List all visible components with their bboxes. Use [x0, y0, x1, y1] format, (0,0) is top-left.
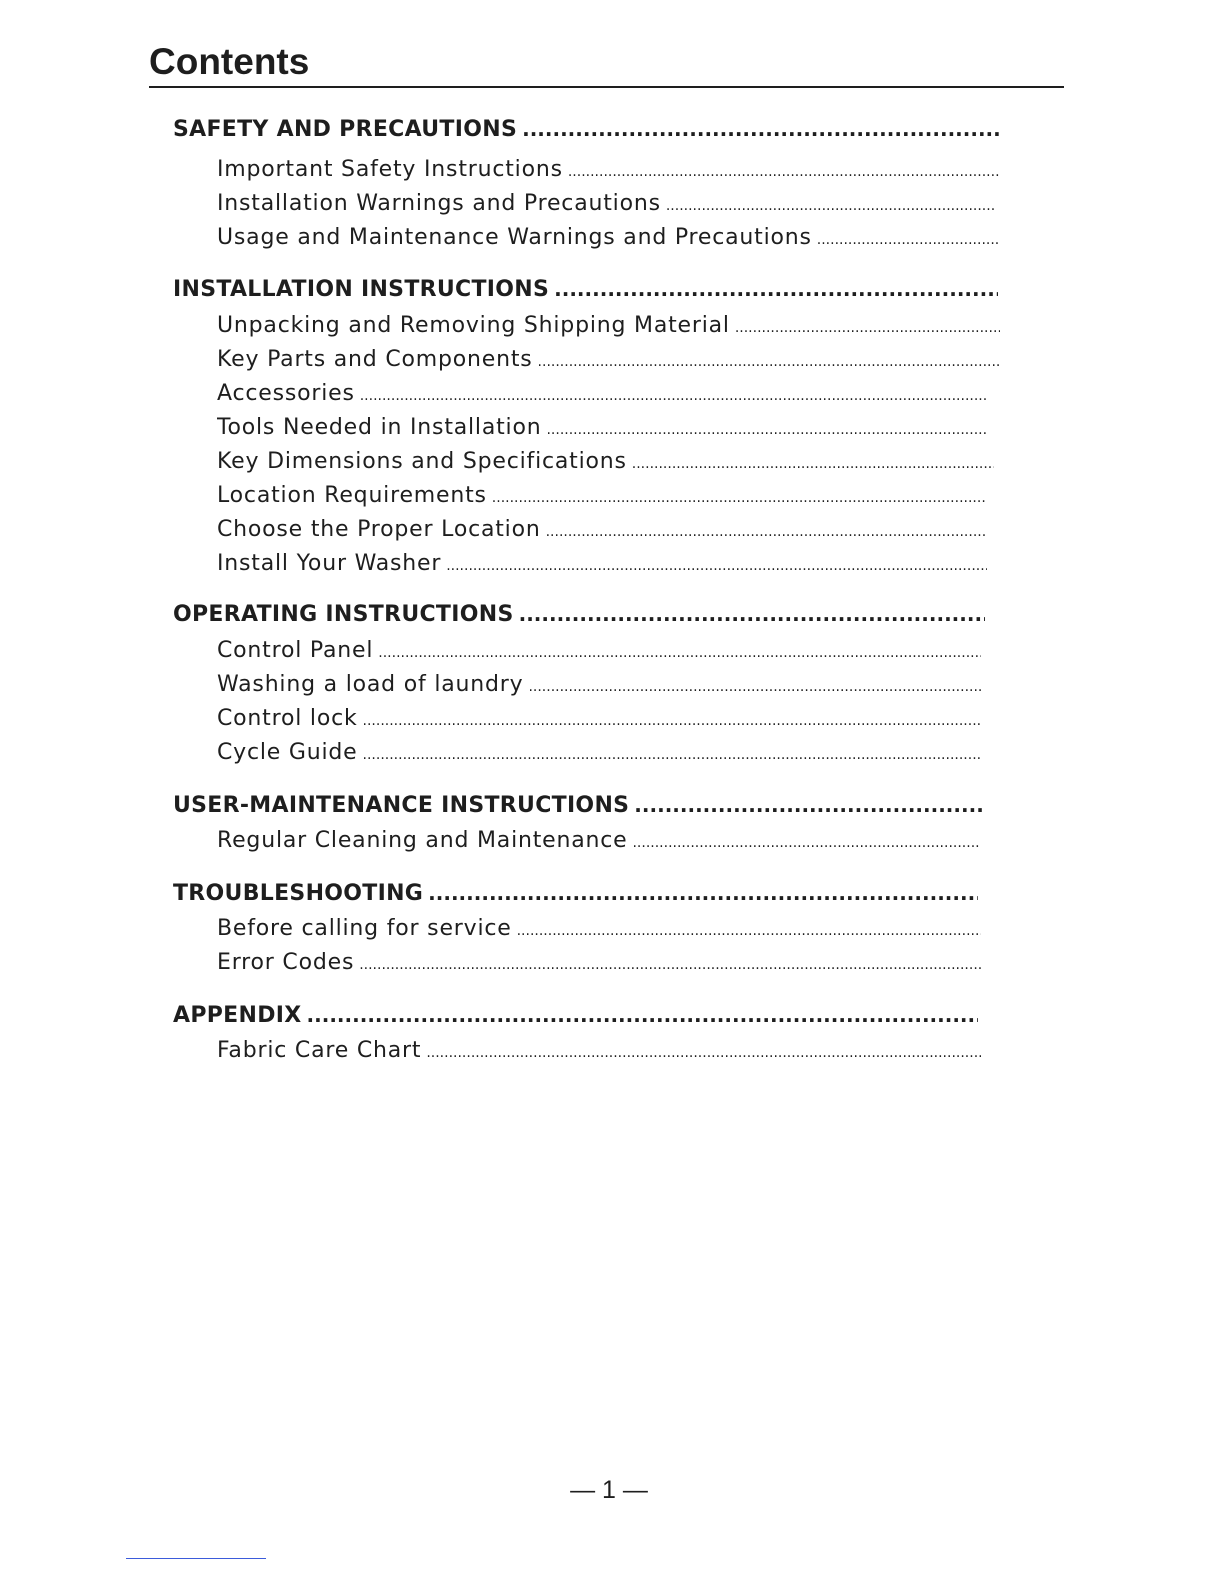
toc-item-usage-maintenance-warnings[interactable] — [217, 221, 1000, 255]
toc-item-tools-needed[interactable] — [217, 411, 987, 445]
toc-item-title: Error Codes — [217, 950, 355, 975]
dot-leader — [446, 549, 987, 581]
toc-item-title: Control Panel — [217, 638, 374, 663]
toc-item-title: Accessories — [217, 381, 355, 406]
dot-leader — [517, 914, 981, 946]
toc-item-install-washer[interactable] — [217, 547, 987, 581]
toc-section-safety[interactable] — [173, 112, 1000, 146]
dot-leader — [360, 379, 987, 411]
dot-leader — [492, 481, 987, 513]
dot-leader — [426, 1036, 981, 1068]
toc-section-operating[interactable] — [173, 597, 985, 631]
toc-item-title: Location Requirements — [217, 483, 487, 508]
dot-leader — [428, 876, 978, 910]
toc-section-title: APPENDIX — [173, 1003, 302, 1028]
toc-section-appendix[interactable] — [173, 998, 978, 1032]
toc-item-key-parts[interactable] — [217, 343, 1000, 377]
toc-section-title: INSTALLATION INSTRUCTIONS — [173, 277, 550, 302]
dot-leader — [735, 311, 1000, 343]
dot-leader — [363, 738, 981, 770]
page-title: Contents — [149, 41, 310, 82]
dot-leader — [378, 636, 981, 668]
toc-item-title: Installation Warnings and Precautions — [217, 191, 661, 216]
toc-item-title: Washing a load of laundry — [217, 672, 524, 697]
toc-item-title: Install Your Washer — [217, 551, 442, 576]
toc-section-title: USER-MAINTENANCE INSTRUCTIONS — [173, 793, 630, 818]
toc-item-unpacking[interactable] — [217, 309, 1000, 343]
toc-item-cycle-guide[interactable] — [217, 736, 981, 770]
toc-item-accessories[interactable] — [217, 377, 987, 411]
toc-item-key-dimensions[interactable] — [217, 445, 994, 479]
toc-item-title: Tools Needed in Installation — [217, 415, 542, 440]
toc-section-troubleshooting[interactable] — [173, 876, 978, 910]
toc-item-title: Key Parts and Components — [217, 347, 533, 372]
toc-section-user-maintenance[interactable] — [173, 788, 985, 822]
dot-leader — [538, 345, 1000, 377]
dot-leader — [363, 704, 981, 736]
dot-leader — [359, 948, 981, 980]
toc-item-title: Key Dimensions and Specifications — [217, 449, 627, 474]
dot-leader — [519, 597, 985, 631]
footer-link-underline — [126, 1558, 266, 1559]
toc-item-location-requirements[interactable] — [217, 479, 987, 513]
toc-item-choose-location[interactable] — [217, 513, 987, 547]
dot-leader — [817, 223, 1000, 255]
toc-section-title: OPERATING INSTRUCTIONS — [173, 602, 514, 627]
toc-section-installation[interactable] — [173, 272, 998, 306]
toc-item-title: Cycle Guide — [217, 740, 358, 765]
dot-leader — [634, 788, 985, 822]
toc-item-fabric-care-chart[interactable] — [217, 1034, 981, 1068]
toc-item-title: Choose the Proper Location — [217, 517, 541, 542]
toc-section-title: TROUBLESHOOTING — [173, 881, 424, 906]
dot-leader — [546, 515, 987, 547]
toc-item-control-panel[interactable] — [217, 634, 981, 668]
toc-item-title: Important Safety Instructions — [217, 157, 563, 182]
toc-item-control-lock[interactable] — [217, 702, 981, 736]
toc-item-title: Usage and Maintenance Warnings and Precautions — [217, 225, 812, 250]
toc-item-title: Before calling for service — [217, 916, 512, 941]
toc-item-important-safety-instructions[interactable] — [217, 153, 1000, 187]
dot-leader — [528, 670, 981, 702]
toc-item-title: Unpacking and Removing Shipping Material — [217, 313, 730, 338]
toc-item-regular-cleaning[interactable] — [217, 824, 981, 858]
dot-leader — [554, 272, 998, 306]
dot-leader — [632, 826, 981, 858]
toc-item-error-codes[interactable] — [217, 946, 981, 980]
dot-leader — [307, 998, 978, 1032]
dot-leader — [632, 447, 994, 479]
toc-item-installation-warnings[interactable] — [217, 187, 994, 221]
toc-section-title: SAFETY AND PRECAUTIONS — [173, 117, 518, 142]
dot-leader — [546, 413, 987, 445]
page-number: — 1 — — [570, 1476, 648, 1504]
toc-item-title: Regular Cleaning and Maintenance — [217, 828, 628, 853]
toc-item-title: Fabric Care Chart — [217, 1038, 422, 1063]
toc-item-title: Control lock — [217, 706, 358, 731]
toc-item-before-calling[interactable] — [217, 912, 981, 946]
dot-leader — [522, 112, 1000, 146]
dot-leader — [666, 189, 994, 221]
toc-item-washing-load[interactable] — [217, 668, 981, 702]
dot-leader — [568, 155, 1000, 187]
